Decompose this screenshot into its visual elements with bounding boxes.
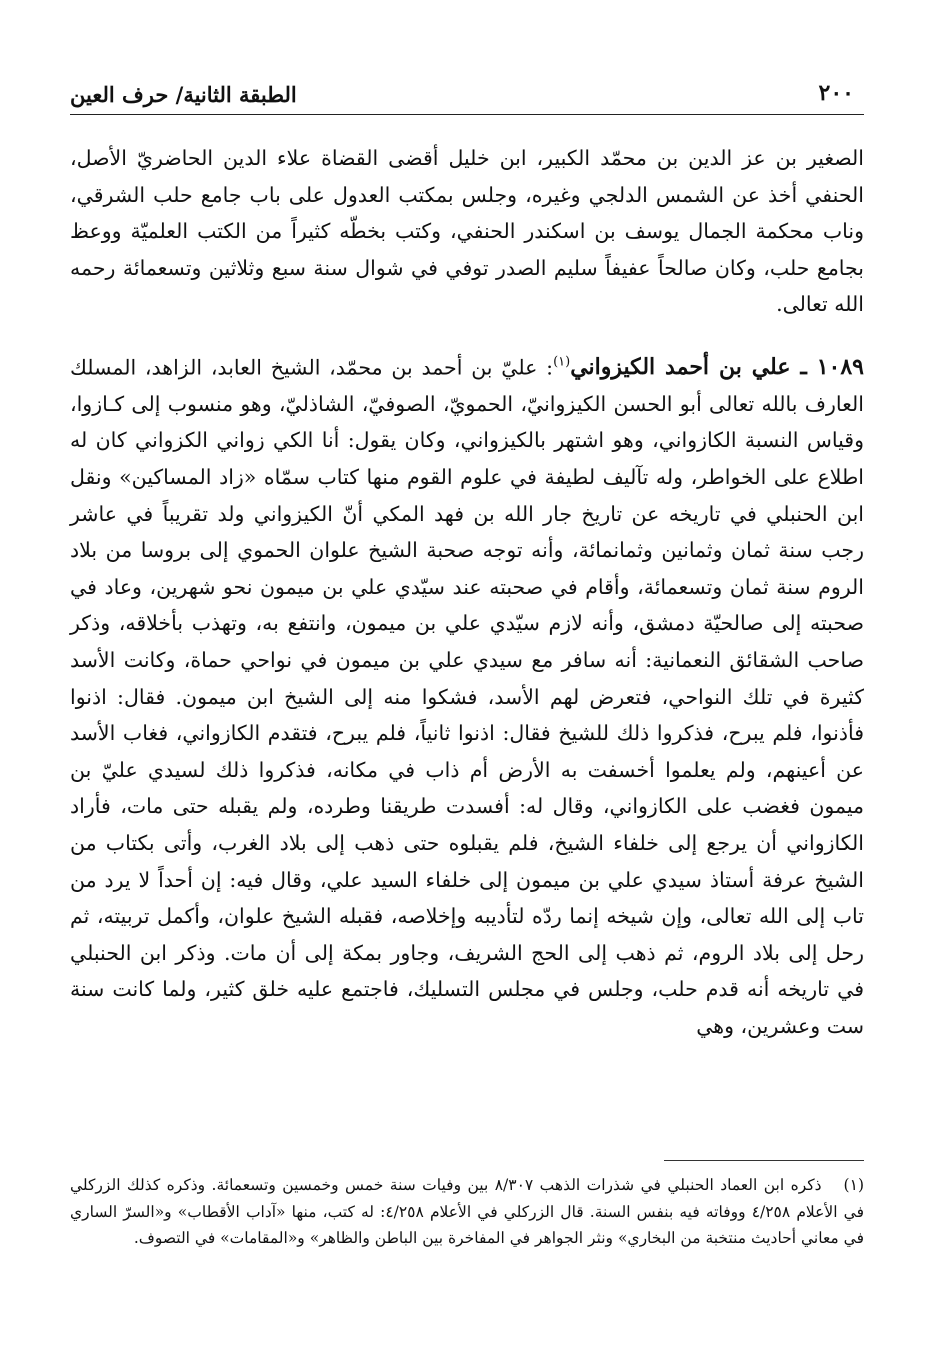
entry-heading: ١٠٨٩ ـ علي بن أحمد الكيزواني	[570, 354, 864, 381]
biography-entry	[70, 345, 864, 1045]
footnote-reference[interactable]: (١)	[553, 354, 571, 370]
entry-title	[553, 354, 864, 380]
running-title: الطبقة الثانية/ حرف العين	[70, 82, 297, 107]
footnote-number: (١)	[843, 1176, 864, 1194]
running-header	[70, 80, 864, 115]
footnote	[70, 1172, 864, 1252]
main-text	[70, 140, 864, 1045]
footnote-separator	[664, 1160, 864, 1161]
entry-body: : عليّ بن أحمد بن محمّد، الشيخ العابد، الزاهد، المسلك العارف بالله تعالى أبو الحسن الكيزوانيّ، الحمويّ، الصوفيّ، الشاذليّ، وهو منسوب إلى كـازوا، وقياس النسبة الكازواني، وهو اشتهر بالكيزواني، وكان يقول: أنا الكي زواني الكزواني كان له اطلاع على الخواطر، وله تآليف لطيفة في علوم القوم منها كتاب سمّاه «زاد المساكين» ونقل ابن الحنبلي في تاريخه عن تاريخ جار الله بن فهد المكي أنّ الكيزواني ولد تقريباً في عاشر رجب سنة ثمان وثمانين وثمانمائة، وأنه توجه صحبة الشيخ علوان الحموي إلى بروسا من بلاد الروم سنة ثمان وتسعمائة، وأقام في صحبته عند سيّدي علي بن ميمون نحو شهرين، وعاد في صحبته إلى صالحيّة دمشق، وأنه لازم سيّدي علي بن ميمون، وانتفع به، وتهذب بأخلاقه، وذكر صاحب الشقائق النعمانية: أنه سافر مع سيدي علي بن ميمون في نواحي حماة، وكانت الأسد كثيرة في تلك النواحي، فتعرض لهم الأسد، فشكوا منه إلى الشيخ ابن ميمون. فقال: اذنوا فأذنوا، فلم يبرح، فذكروا ذلك للشيخ فقال: اذنوا ثانياً، فلم يبرح، فتقدم الكازواني، فغاب الأسد عن أعينهم، ولم يعلموا أخسفت به الأرض أم ذاب في مكانه، فذكروا ذلك لسيدي عليّ بن ميمون فغضب على الكازواني، وقال له: أفسدت طريقنا وطرده، ولم يقبله حتى مات، فأراد الكازواني أن يرجع إلى خلفاء الشيخ، فلم يقبلوه حتى ذهب إلى بلاد الغرب، وأتى بكتاب من الشيخ عرفة أستاذ سيدي علي بن ميمون إلى خلفاء السيد علي، وقال فيه: إن أحداً لا يرد من تاب إلى الله تعالى، وإن شيخه إنما ردّه لتأديبه وإخلاصه، فقبله الشيخ علوان، وأكمل تربيته، ثم رحل إلى بلاد الروم، ثم ذهب إلى الحج الشريف، وجاور بمكة إلى أن مات. وذكر ابن الحنبلي في تاريخه أنه قدم حلب، وجلس في مجلس التسليك، فاجتمع عليه خلق كثير، ولما كانت سنة ست وعشرين، وهي	[70, 355, 864, 1038]
footnote-text: ذكره ابن العماد الحنبلي في شذرات الذهب ٨/٣٠٧ بين وفيات سنة خمس وخمسين وتسعمائة. وذكره كذلك الزركلي في الأعلام ٤/٢٥٨ ووفاته فيه بنفس السنة. قال الزركلي في الأعلام ٤/٢٥٨: له كتب، منها «آداب الأقطاب» و«السرّ الساري في معاني أحاديث منتخبة من البخاري» ونثر الجواهر في المفاخرة بين الباطن والظاهر» و«المقامات» في التصوف.	[70, 1176, 864, 1247]
page-number: ٢٠٠	[818, 80, 854, 106]
paragraph-continuation: الصغير بن عز الدين بن محمّد الكبير، ابن خليل أقضى القضاة علاء الدين الحاضريّ الأصل، الحنفي أخذ عن الشمس الدلجي وغيره، وجلس بمكتب العدول على باب جامع حلب الشرقي، وناب محكمة الجمال يوسف بن اسكندر الحنفي، وكتب بخطّه كثيراً من الكتب العلميّة ووعظ بجامع حلب، وكان صالحاً عفيفاً سليم الصدر توفي في شوال سنة سبع وثلاثين وتسعمائة رحمه الله تعالى.	[70, 146, 864, 317]
